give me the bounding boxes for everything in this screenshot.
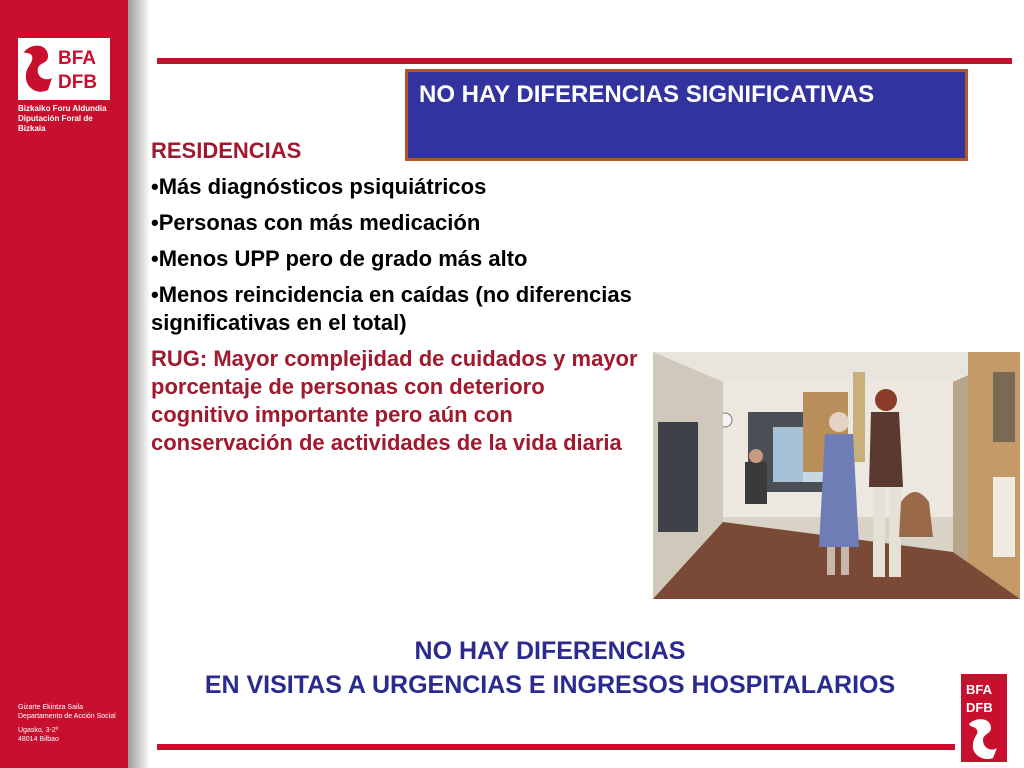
brand-logo-small	[961, 674, 1007, 762]
bullet-item: •Más diagnósticos psiquiátricos	[151, 174, 487, 199]
address-city: 48014 Bilbao	[18, 736, 59, 743]
bottom-conclusion	[150, 634, 950, 702]
svg-text:DFB: DFB	[966, 700, 993, 715]
bottom-rule	[157, 744, 955, 750]
svg-text:DFB: DFB	[58, 72, 98, 93]
slide-title: NO HAY DIFERENCIAS SIGNIFICATIVAS	[405, 69, 968, 161]
slide-content	[151, 137, 641, 457]
department-info	[18, 703, 126, 744]
section-heading: RESIDENCIAS	[151, 138, 302, 163]
bottom-line-1: NO HAY DIFERENCIAS	[414, 637, 686, 665]
top-rule	[157, 58, 1012, 64]
bfa-small-logo-icon	[961, 674, 1007, 762]
dept-name-es: Departamento de Acción Social	[18, 713, 116, 720]
bfa-logo-icon	[18, 38, 110, 100]
org-name-es: Diputación Foral de Bizkaia	[18, 114, 93, 133]
brand-logo	[18, 38, 114, 134]
bullet-item: •Menos UPP pero de grado más alto	[151, 246, 528, 271]
bullet-item: •Menos reincidencia en caídas (no diferencias significativas en el total)	[151, 282, 632, 335]
bullet-item: •Personas con más medicación	[151, 210, 481, 235]
dept-name-eu: Gizarte Ekintza Saila	[18, 704, 83, 711]
address-street: Ugasko, 3-2º	[18, 727, 59, 734]
bottom-line-2: EN VISITAS A URGENCIAS E INGRESOS HOSPITALARIOS	[204, 671, 896, 699]
rug-summary: RUG: Mayor complejidad de cuidados y mayor porcentaje de personas con deterioro cognitivo importante pero aún con conservación de actividades de la vida diaria	[151, 346, 638, 455]
svg-text:BFA: BFA	[966, 682, 992, 697]
svg-text:BFA: BFA	[58, 48, 96, 69]
org-name-eu: Bizkaiko Foru Aldundia	[18, 104, 107, 113]
residence-photo	[653, 352, 1020, 599]
sidebar-shadow	[128, 0, 150, 768]
